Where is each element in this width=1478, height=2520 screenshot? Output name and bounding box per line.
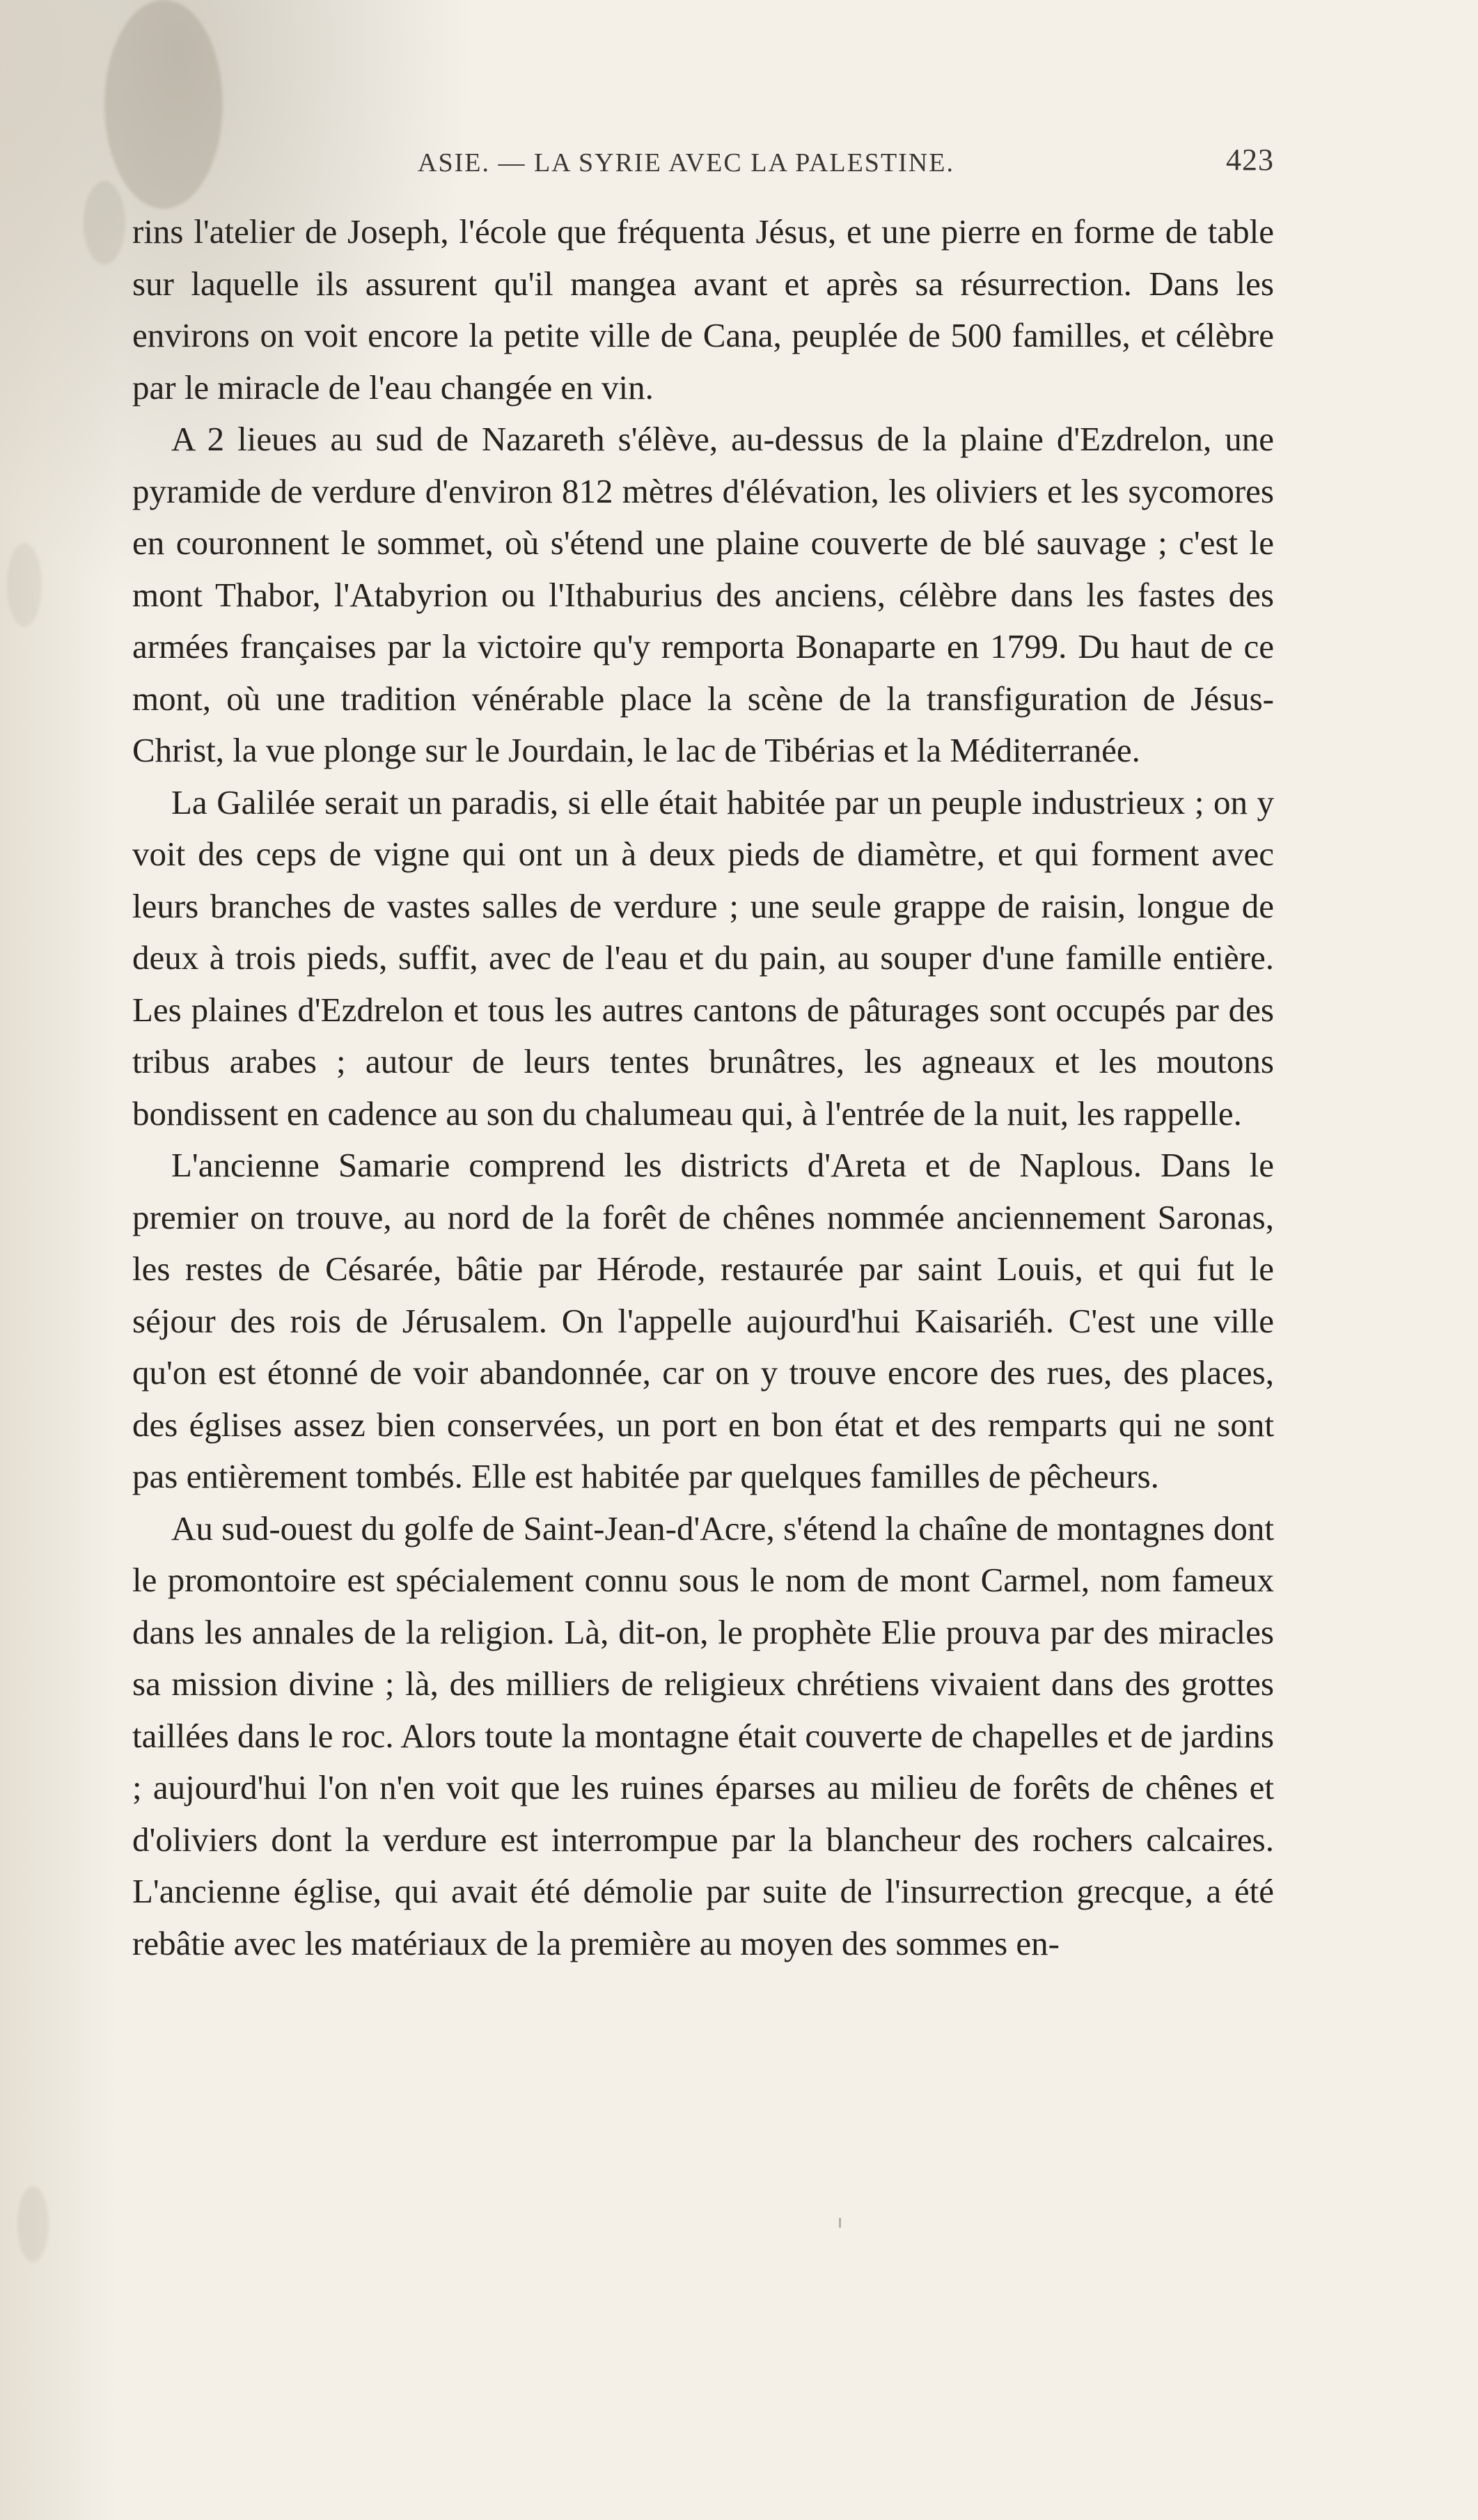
ink-mark [839, 2218, 841, 2228]
page-stain [84, 181, 125, 265]
running-head: ASIE. — LA SYRIE AVEC LA PALESTINE. [418, 148, 954, 178]
page-number: 423 [1226, 143, 1274, 177]
page-header [132, 142, 1274, 184]
paragraph: La Galilée serait un paradis, si elle était habitée par un peuple industrieux ; on y voit des ceps de vigne qui ont un à deux pieds de diamètre, et qui forment avec leurs branches de vastes salles de verdure ; une seule grappe de raisin, longue de deux à trois pieds, suffit, avec de l'eau et du pain, au souper d'une famille entière. Les plaines d'Ezdrelon et tous les autres cantons de pâturages sont occupés par des tribus arabes ; autour de leurs tentes brunâtres, les agneaux et les moutons bondissent en cadence au son du chalumeau qui, à l'entrée de la nuit, les rappelle. [132, 782, 1274, 1133]
paragraph: rins l'atelier de Joseph, l'école que fréquenta Jésus, et une pierre en forme de table sur laquelle ils assurent qu'il mangea avant et après sa résurrection. Dans les environs on voit encore la petite ville de Cana, peuplée de 500 familles, et célèbre par le miracle de l'eau changée en vin. [132, 212, 1274, 407]
body-text [132, 206, 1274, 1969]
paragraph: A 2 lieues au sud de Nazareth s'élève, au-dessus de la plaine d'Ezdrelon, une pyramide de verdure d'environ 812 mètres d'élévation, les oliviers et les sycomores en couronnent le sommet, où s'étend une plaine couverte de blé sauvage ; c'est le mont Thabor, l'Atabyrion ou l'Ithaburius des anciens, célèbre dans les fastes des armées françaises par la victoire qu'y remporta Bonaparte en 1799. Du haut de ce mont, où une tradition vénérable place la scène de la transfiguration de Jésus-Christ, la vue plonge sur le Jourdain, le lac de Tibérias et la Méditerranée. [132, 420, 1274, 769]
paragraph: L'ancienne Samarie comprend les districts d'Areta et de Naplous. Dans le premier on trouve, au nord de la forêt de chênes nommée anciennement Saronas, les restes de Césarée, bâtie par Hérode, restaurée par saint Louis, et qui fut le séjour des rois de Jérusalem. On l'appelle aujourd'hui Kaisariéh. C'est une ville qu'on est étonné de voir abandonnée, car on y trouve encore des rues, des places, des églises assez bien conservées, un port en bon état et des remparts qui ne sont pas entièrement tombés. Elle est habitée par quelques familles de pêcheurs. [132, 1146, 1274, 1495]
page-stain [7, 543, 42, 627]
paragraph: Au sud-ouest du golfe de Saint-Jean-d'Acre, s'étend la chaîne de montagnes dont le promontoire est spécialement connu sous le nom de mont Carmel, nom fameux dans les annales de la religion. Là, dit-on, le prophète Elie prouva par des miracles sa mission divine ; là, des milliers de religieux chrétiens vivaient dans des grottes taillées dans le roc. Alors toute la montagne était couverte de chapelles et de jardins ; aujourd'hui l'on n'en voit que les ruines éparses au milieu de forêts de chênes et d'oliviers dont la verdure est interrompue par la blancheur des rochers calcaires. L'ancienne église, qui avait été démolie par suite de l'insurrection grecque, a été rebâtie avec les matériaux de la première au moyen des sommes en- [132, 1509, 1274, 1962]
page-stain [17, 2186, 49, 2262]
